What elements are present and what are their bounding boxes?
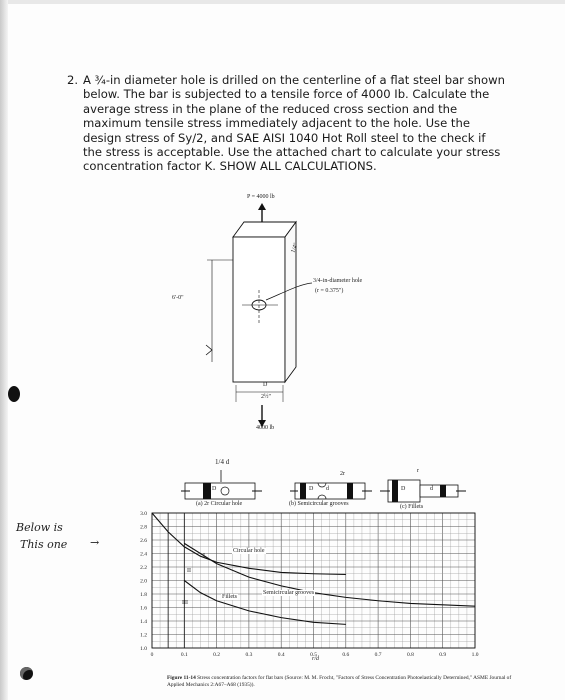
sketch-c-r: r xyxy=(417,468,419,474)
margin-dot-middle xyxy=(8,386,20,402)
sketch-c-label: (c) Fillets xyxy=(400,504,424,510)
figure-caption xyxy=(167,675,527,689)
y-tick-label: 3.0 xyxy=(140,511,147,517)
bottom-force-label: 4000 lb xyxy=(256,425,275,431)
handwritten-note-line2: This one xyxy=(20,538,68,551)
y-tick-label: 1.0 xyxy=(140,646,147,652)
length-label: 6'-0" xyxy=(172,295,184,301)
thickness-label: 1/4" xyxy=(290,242,300,254)
x-tick-label: 0.1 xyxy=(180,652,188,658)
width-symbol: D xyxy=(263,382,268,388)
sketch-c-D: D xyxy=(401,486,406,492)
y-tick-label: 1.6 xyxy=(140,605,147,612)
hole-radius-label: (r = 0.375") xyxy=(315,288,344,294)
x-tick-label: 0.9 xyxy=(439,652,447,658)
region-I: I xyxy=(203,553,205,559)
y-tick-label: 2.8 xyxy=(140,524,147,531)
x-tick-label: 0.7 xyxy=(374,652,382,658)
width-value: 2½" xyxy=(261,394,271,400)
top-fraction: 1/4 d xyxy=(215,458,230,466)
handwritten-arrow: → xyxy=(90,536,100,549)
x-axis-label: r/d xyxy=(312,656,320,662)
problem-text: A ¾-in diameter hole is drilled on the centerline of a flat steel bar shown below. The bar is subjected to a tensile force of 4000 Ib. Calculate the average stress in the plane of the reduced cross section and the maximum tensile stress immediately adjacent to the hole. Use the design stress of Sy/2, and SAE AISI 1040 Hot Roll steel to the check if the stress is acceptable. Use the attached chart to calculate your stress concentration factor K. SHOW ALL CALCULATIONS. xyxy=(83,73,505,174)
margin-dot-bottom xyxy=(20,667,33,680)
sketch-b-D: D xyxy=(309,486,314,492)
region-III: III xyxy=(182,600,188,606)
x-tick-label: 0 xyxy=(150,652,154,658)
y-tick-label: 1.4 xyxy=(140,619,147,625)
region-II: II xyxy=(187,568,191,574)
top-force-label: P = 4000 lb xyxy=(247,194,275,200)
handwritten-note-line1: Below is xyxy=(16,521,63,534)
x-tick-label: 1.0 xyxy=(471,652,479,658)
sketch-a-D: D xyxy=(212,486,217,492)
y-tick-label: 2.0 xyxy=(140,578,147,585)
caption-text: Stress concentration factors for flat bars (Source: M. M. Frocht, "Factors of Stress Concentration Photoelastically Determined," ASME Journal of Applied Mechanics 2:A67–A68 (1935)). xyxy=(167,675,512,688)
x-tick-label: 0.4 xyxy=(277,652,285,658)
caption-number: Figure 11-14 xyxy=(167,675,196,681)
y-tick-label: 1.2 xyxy=(140,632,147,639)
problem-number: 2. xyxy=(67,73,79,87)
hole-label: 3/4-in-diameter hole xyxy=(313,278,363,284)
sketch-a-label: (a) 2r Circular hole xyxy=(196,501,243,507)
y-tick-label: 2.6 xyxy=(140,538,147,544)
legend-semicircular: Semicircular grooves xyxy=(263,590,315,596)
sketch-b-d: d xyxy=(326,486,329,492)
sketch-b-2r: 2r xyxy=(340,471,345,477)
x-tick-label: 0.2 xyxy=(213,652,221,658)
x-tick-label: 0.3 xyxy=(245,652,253,658)
sketch-b-label: (b) Semicircular grooves xyxy=(289,501,349,507)
x-tick-label: 0.8 xyxy=(406,652,414,658)
y-tick-label: 2.4 xyxy=(140,551,147,558)
legend-circular-hole: Circular hole xyxy=(233,548,265,554)
y-tick-label: 2.2 xyxy=(140,565,147,571)
y-tick-label: 1.8 xyxy=(140,592,147,598)
sketch-c-d: d xyxy=(430,486,433,492)
x-tick-label: 0.6 xyxy=(342,652,350,658)
legend-fillets: Fillets xyxy=(222,594,238,600)
x-tick-label: 0.5 xyxy=(310,652,317,658)
